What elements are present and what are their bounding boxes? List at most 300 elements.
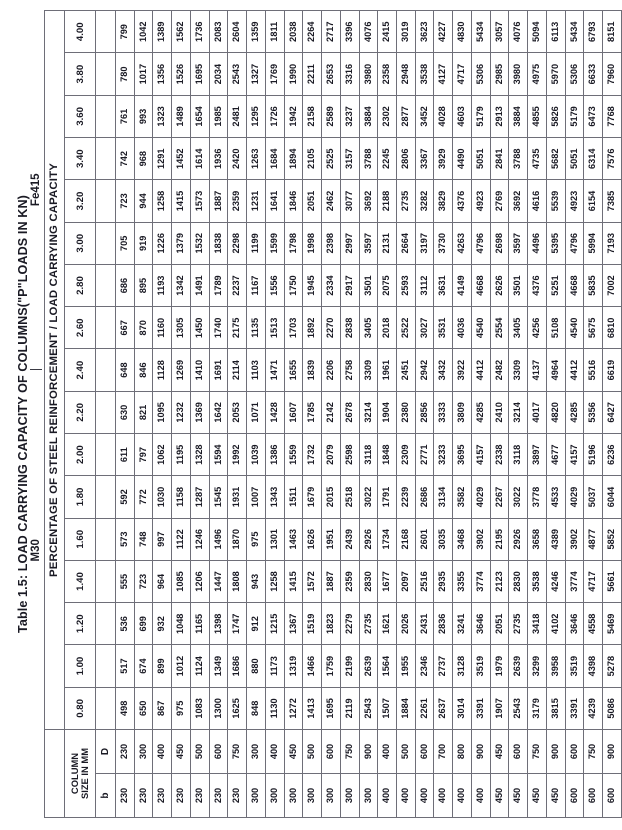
cell-capacity: 1904 bbox=[378, 391, 397, 433]
cell-capacity: 6044 bbox=[603, 476, 622, 518]
cell-capacity: 1887 bbox=[322, 560, 341, 602]
cell-capacity: 1511 bbox=[284, 476, 303, 518]
cell-capacity: 1272 bbox=[284, 687, 303, 729]
cell-capacity: 1269 bbox=[172, 349, 191, 391]
cell-d: 800 bbox=[453, 730, 472, 774]
cell-capacity: 3134 bbox=[434, 476, 453, 518]
cell-b: 230 bbox=[134, 774, 153, 818]
pct-header-5: 1.80 bbox=[65, 476, 96, 518]
cell-capacity: 1463 bbox=[284, 518, 303, 560]
table-row bbox=[509, 11, 528, 818]
cell-capacity: 1410 bbox=[190, 349, 209, 391]
cell-d: 700 bbox=[434, 730, 453, 774]
cell-d: 750 bbox=[228, 730, 247, 774]
cell-capacity: 5051 bbox=[471, 138, 490, 180]
cell-capacity: 4017 bbox=[528, 391, 547, 433]
cell-capacity: 686 bbox=[116, 264, 135, 306]
cell-capacity: 3309 bbox=[359, 349, 378, 391]
cell-capacity: 3014 bbox=[453, 687, 472, 729]
cell-b: 400 bbox=[378, 774, 397, 818]
cell-capacity: 3623 bbox=[415, 11, 434, 54]
cell-capacity: 4855 bbox=[528, 95, 547, 137]
cell-d: 230 bbox=[116, 730, 135, 774]
cell-b: 450 bbox=[509, 774, 528, 818]
cell-capacity: 880 bbox=[247, 645, 266, 687]
cell-capacity: 2188 bbox=[378, 180, 397, 222]
cell-capacity: 2926 bbox=[509, 518, 528, 560]
cell-capacity: 2598 bbox=[340, 434, 359, 476]
cell-capacity: 1785 bbox=[303, 391, 322, 433]
cell-capacity: 536 bbox=[116, 603, 135, 645]
cell-capacity: 2942 bbox=[415, 349, 434, 391]
cell-capacity: 3519 bbox=[471, 645, 490, 687]
cell-capacity: 4376 bbox=[453, 180, 472, 222]
cell-capacity: 1573 bbox=[190, 180, 209, 222]
cell-capacity: 3692 bbox=[509, 180, 528, 222]
cell-capacity: 2195 bbox=[490, 518, 509, 560]
cell-capacity: 943 bbox=[247, 560, 266, 602]
pct-subheader-blank-0 bbox=[96, 687, 116, 729]
pct-header-16: 4.00 bbox=[65, 11, 96, 54]
cell-capacity: 2877 bbox=[397, 95, 416, 137]
cell-capacity: 4677 bbox=[546, 434, 565, 476]
cell-d: 500 bbox=[190, 730, 209, 774]
cell-capacity: 1349 bbox=[209, 645, 228, 687]
cell-d: 600 bbox=[209, 730, 228, 774]
cell-capacity: 3902 bbox=[471, 518, 490, 560]
cell-d: 900 bbox=[471, 730, 490, 774]
pct-subheader-blank-16 bbox=[96, 11, 116, 54]
cell-capacity: 1691 bbox=[209, 349, 228, 391]
cell-capacity: 2482 bbox=[490, 349, 509, 391]
cell-capacity: 1641 bbox=[265, 180, 284, 222]
size-header bbox=[65, 730, 96, 818]
cell-capacity: 3214 bbox=[509, 391, 528, 433]
cell-capacity: 1017 bbox=[134, 53, 153, 95]
cell-capacity: 1030 bbox=[153, 476, 172, 518]
cell-capacity: 3405 bbox=[359, 307, 378, 349]
cell-capacity: 1369 bbox=[190, 391, 209, 433]
cell-capacity: 1626 bbox=[303, 518, 322, 560]
cell-capacity: 723 bbox=[134, 560, 153, 602]
cell-capacity: 1811 bbox=[265, 11, 284, 54]
cell-capacity: 867 bbox=[153, 687, 172, 729]
cell-capacity: 2264 bbox=[303, 11, 322, 54]
title-row bbox=[16, 10, 30, 818]
cell-capacity: 1328 bbox=[190, 434, 209, 476]
cell-capacity: 3128 bbox=[453, 645, 472, 687]
cell-capacity: 1398 bbox=[209, 603, 228, 645]
cell-capacity: 1545 bbox=[209, 476, 228, 518]
cell-capacity: 2380 bbox=[397, 391, 416, 433]
cell-capacity: 1839 bbox=[303, 349, 322, 391]
pct-subheader-blank-4 bbox=[96, 518, 116, 560]
cell-capacity: 2083 bbox=[209, 11, 228, 54]
cell-capacity: 1039 bbox=[247, 434, 266, 476]
cell-capacity: 2481 bbox=[228, 95, 247, 137]
table-row bbox=[116, 11, 135, 818]
cell-capacity: 1300 bbox=[209, 687, 228, 729]
cell-capacity: 4558 bbox=[584, 603, 603, 645]
pct-header-0: 0.80 bbox=[65, 687, 96, 729]
cell-b: 230 bbox=[228, 774, 247, 818]
cell-capacity: 1491 bbox=[190, 264, 209, 306]
cell-capacity: 1992 bbox=[228, 434, 247, 476]
cell-capacity: 7002 bbox=[603, 264, 622, 306]
pct-header-10: 2.80 bbox=[65, 264, 96, 306]
table-row bbox=[209, 11, 228, 818]
cell-capacity: 1990 bbox=[284, 53, 303, 95]
cell-d: 750 bbox=[528, 730, 547, 774]
b-header: b bbox=[96, 774, 116, 818]
cell-d: 500 bbox=[303, 730, 322, 774]
cell-capacity: 2105 bbox=[303, 138, 322, 180]
cell-d: 400 bbox=[378, 730, 397, 774]
banner-spacer bbox=[45, 730, 65, 818]
cell-capacity: 2451 bbox=[397, 349, 416, 391]
cell-capacity: 1808 bbox=[228, 560, 247, 602]
table-row bbox=[172, 11, 191, 818]
table-row bbox=[471, 11, 490, 818]
cell-capacity: 6793 bbox=[584, 11, 603, 54]
cell-capacity: 1961 bbox=[378, 349, 397, 391]
cell-capacity: 4616 bbox=[528, 180, 547, 222]
table-row bbox=[265, 11, 284, 818]
cell-capacity: 4796 bbox=[471, 222, 490, 264]
cell-capacity: 4796 bbox=[565, 222, 584, 264]
cell-capacity: 3077 bbox=[340, 180, 359, 222]
cell-capacity: 3237 bbox=[340, 95, 359, 137]
cell-b: 230 bbox=[209, 774, 228, 818]
cell-capacity: 846 bbox=[134, 349, 153, 391]
cell-b: 230 bbox=[116, 774, 135, 818]
cell-capacity: 2142 bbox=[322, 391, 341, 433]
cell-capacity: 4076 bbox=[359, 11, 378, 54]
cell-capacity: 3958 bbox=[546, 645, 565, 687]
cell-d: 600 bbox=[565, 730, 584, 774]
cell-capacity: 1985 bbox=[209, 95, 228, 137]
cell-capacity: 4668 bbox=[565, 264, 584, 306]
cell-b: 400 bbox=[397, 774, 416, 818]
cell-capacity: 2079 bbox=[322, 434, 341, 476]
cell-capacity: 6619 bbox=[603, 349, 622, 391]
cell-capacity: 2075 bbox=[378, 264, 397, 306]
cell-capacity: 5306 bbox=[565, 53, 584, 95]
table-row bbox=[134, 11, 153, 818]
cell-capacity: 2985 bbox=[490, 53, 509, 95]
cell-capacity: 2856 bbox=[415, 391, 434, 433]
grade-row bbox=[30, 10, 42, 818]
cell-capacity: 2398 bbox=[322, 222, 341, 264]
cell-capacity: 4076 bbox=[509, 11, 528, 54]
table-row bbox=[359, 11, 378, 818]
cell-capacity: 1870 bbox=[228, 518, 247, 560]
cell-capacity: 4603 bbox=[453, 95, 472, 137]
cell-capacity: 7576 bbox=[603, 138, 622, 180]
pct-header-14: 3.60 bbox=[65, 95, 96, 137]
table-row bbox=[490, 11, 509, 818]
cell-capacity: 1931 bbox=[228, 476, 247, 518]
cell-capacity: 3118 bbox=[359, 434, 378, 476]
cell-capacity: 2034 bbox=[209, 53, 228, 95]
cell-capacity: 1389 bbox=[153, 11, 172, 54]
cell-capacity: 3118 bbox=[509, 434, 528, 476]
cell-capacity: 899 bbox=[153, 645, 172, 687]
cell-capacity: 1556 bbox=[265, 264, 284, 306]
cell-capacity: 772 bbox=[134, 476, 153, 518]
cell-capacity: 4256 bbox=[528, 307, 547, 349]
cell-capacity: 3299 bbox=[528, 645, 547, 687]
cell-capacity: 997 bbox=[153, 518, 172, 560]
pct-subheader-blank-12 bbox=[96, 180, 116, 222]
cell-capacity: 2678 bbox=[340, 391, 359, 433]
cell-d: 450 bbox=[490, 730, 509, 774]
cell-b: 300 bbox=[322, 774, 341, 818]
cell-capacity: 1450 bbox=[190, 307, 209, 349]
cell-capacity: 4149 bbox=[453, 264, 472, 306]
cell-capacity: 2261 bbox=[415, 687, 434, 729]
cell-capacity: 968 bbox=[134, 138, 153, 180]
cell-capacity: 2737 bbox=[434, 645, 453, 687]
pct-subheader-blank-3 bbox=[96, 560, 116, 602]
pct-header-12: 3.20 bbox=[65, 180, 96, 222]
cell-capacity: 3333 bbox=[434, 391, 453, 433]
cell-capacity: 5086 bbox=[603, 687, 622, 729]
cell-capacity: 1012 bbox=[172, 645, 191, 687]
cell-capacity: 5994 bbox=[584, 222, 603, 264]
cell-capacity: 2131 bbox=[378, 222, 397, 264]
cell-capacity: 5682 bbox=[546, 138, 565, 180]
cell-capacity: 5179 bbox=[565, 95, 584, 137]
cell-capacity: 1356 bbox=[153, 53, 172, 95]
cell-capacity: 2717 bbox=[322, 11, 341, 54]
cell-capacity: 3778 bbox=[528, 476, 547, 518]
cell-capacity: 1513 bbox=[265, 307, 284, 349]
cell-capacity: 1130 bbox=[265, 687, 284, 729]
cell-capacity: 3019 bbox=[397, 11, 416, 54]
cell-capacity: 4376 bbox=[528, 264, 547, 306]
cell-capacity: 1226 bbox=[153, 222, 172, 264]
cell-capacity: 2358 bbox=[378, 53, 397, 95]
cell-capacity: 4389 bbox=[546, 518, 565, 560]
cell-capacity: 1042 bbox=[134, 11, 153, 54]
cell-capacity: 7960 bbox=[603, 53, 622, 95]
cell-capacity: 5661 bbox=[603, 560, 622, 602]
cell-capacity: 1942 bbox=[284, 95, 303, 137]
cell-capacity: 4398 bbox=[584, 645, 603, 687]
cell-capacity: 1295 bbox=[247, 95, 266, 137]
cell-capacity: 3829 bbox=[434, 180, 453, 222]
pct-header-11: 3.00 bbox=[65, 222, 96, 264]
cell-capacity: 3367 bbox=[415, 138, 434, 180]
cell-d: 900 bbox=[359, 730, 378, 774]
pct-header-4: 1.60 bbox=[65, 518, 96, 560]
table-row bbox=[247, 11, 266, 818]
cell-capacity: 1686 bbox=[228, 645, 247, 687]
cell-capacity: 4496 bbox=[528, 222, 547, 264]
pct-header-13: 3.40 bbox=[65, 138, 96, 180]
table-row bbox=[584, 11, 603, 818]
cell-capacity: 1305 bbox=[172, 307, 191, 349]
cell-capacity: 1769 bbox=[265, 53, 284, 95]
pct-subheader-blank-13 bbox=[96, 138, 116, 180]
cell-capacity: 4820 bbox=[546, 391, 565, 433]
cell-capacity: 2338 bbox=[490, 434, 509, 476]
cell-capacity: 3538 bbox=[415, 53, 434, 95]
cell-capacity: 4127 bbox=[434, 53, 453, 95]
cell-capacity: 3902 bbox=[565, 518, 584, 560]
cell-capacity: 498 bbox=[116, 687, 135, 729]
cell-capacity: 1447 bbox=[209, 560, 228, 602]
cell-capacity: 1907 bbox=[490, 687, 509, 729]
cell-capacity: 1562 bbox=[172, 11, 191, 54]
cell-capacity: 912 bbox=[247, 603, 266, 645]
cell-capacity: 7193 bbox=[603, 222, 622, 264]
page-title: Table 1.5: LOAD CARRYING CAPACITY OF COLUMNS("P"LOADS IN KN) bbox=[16, 195, 30, 633]
pct-subheader-blank-11 bbox=[96, 222, 116, 264]
cell-capacity: 2639 bbox=[359, 645, 378, 687]
cell-capacity: 1379 bbox=[172, 222, 191, 264]
cell-capacity: 2516 bbox=[415, 560, 434, 602]
cell-b: 400 bbox=[434, 774, 453, 818]
cell-capacity: 4923 bbox=[565, 180, 584, 222]
cell-capacity: 5037 bbox=[584, 476, 603, 518]
cell-capacity: 3057 bbox=[490, 11, 509, 54]
cell-capacity: 6113 bbox=[546, 11, 565, 54]
cell-capacity: 1887 bbox=[209, 180, 228, 222]
cell-capacity: 5675 bbox=[584, 307, 603, 349]
cell-capacity: 2018 bbox=[378, 307, 397, 349]
cell-capacity: 3022 bbox=[359, 476, 378, 518]
cell-capacity: 4029 bbox=[565, 476, 584, 518]
cell-capacity: 2543 bbox=[228, 53, 247, 95]
cell-capacity: 2830 bbox=[509, 560, 528, 602]
cell-capacity: 6473 bbox=[584, 95, 603, 137]
cell-capacity: 1413 bbox=[303, 687, 322, 729]
cell-capacity: 1489 bbox=[172, 95, 191, 137]
cell-capacity: 3631 bbox=[434, 264, 453, 306]
cell-capacity: 5434 bbox=[471, 11, 490, 54]
cell-capacity: 1048 bbox=[172, 603, 191, 645]
cell-capacity: 1736 bbox=[190, 11, 209, 54]
cell-capacity: 4285 bbox=[565, 391, 584, 433]
pct-header-6: 2.00 bbox=[65, 434, 96, 476]
cell-capacity: 1519 bbox=[303, 603, 322, 645]
cell-capacity: 1532 bbox=[190, 222, 209, 264]
cell-capacity: 1085 bbox=[172, 560, 191, 602]
cell-capacity: 2279 bbox=[340, 603, 359, 645]
cell-capacity: 674 bbox=[134, 645, 153, 687]
cell-capacity: 748 bbox=[134, 518, 153, 560]
cell-capacity: 2771 bbox=[415, 434, 434, 476]
cell-capacity: 1471 bbox=[265, 349, 284, 391]
cell-capacity: 648 bbox=[116, 349, 135, 391]
cell-capacity: 4263 bbox=[453, 222, 472, 264]
cell-capacity: 5539 bbox=[546, 180, 565, 222]
cell-capacity: 2123 bbox=[490, 560, 509, 602]
cell-capacity: 4285 bbox=[471, 391, 490, 433]
cell-capacity: 1625 bbox=[228, 687, 247, 729]
cell-capacity: 3884 bbox=[509, 95, 528, 137]
pct-header-8: 2.40 bbox=[65, 349, 96, 391]
column-header-row bbox=[65, 11, 96, 818]
cell-capacity: 1559 bbox=[284, 434, 303, 476]
cell-capacity: 1732 bbox=[303, 434, 322, 476]
pct-subheader-blank-10 bbox=[96, 264, 116, 306]
cell-capacity: 3452 bbox=[415, 95, 434, 137]
cell-capacity: 2097 bbox=[397, 560, 416, 602]
cell-capacity: 705 bbox=[116, 222, 135, 264]
cell-capacity: 2525 bbox=[322, 138, 341, 180]
cell-capacity: 2589 bbox=[322, 95, 341, 137]
cell-capacity: 1894 bbox=[284, 138, 303, 180]
cell-capacity: 799 bbox=[116, 11, 135, 54]
cell-capacity: 3980 bbox=[359, 53, 378, 95]
cell-capacity: 4412 bbox=[565, 349, 584, 391]
cell-capacity: 1496 bbox=[209, 518, 228, 560]
cell-capacity: 2051 bbox=[303, 180, 322, 222]
cell-capacity: 848 bbox=[247, 687, 266, 729]
cell-b: 450 bbox=[490, 774, 509, 818]
cell-capacity: 4830 bbox=[453, 11, 472, 54]
cell-capacity: 2639 bbox=[509, 645, 528, 687]
cell-capacity: 3112 bbox=[415, 264, 434, 306]
pct-subheader-blank-2 bbox=[96, 603, 116, 645]
cell-capacity: 3774 bbox=[471, 560, 490, 602]
cell-capacity: 1359 bbox=[247, 11, 266, 54]
cell-capacity: 780 bbox=[116, 53, 135, 95]
cell-b: 400 bbox=[453, 774, 472, 818]
cell-capacity: 2114 bbox=[228, 349, 247, 391]
cell-capacity: 1415 bbox=[284, 560, 303, 602]
cell-capacity: 919 bbox=[134, 222, 153, 264]
table-row bbox=[453, 11, 472, 818]
cell-capacity: 2239 bbox=[397, 476, 416, 518]
cell-capacity: 1301 bbox=[265, 518, 284, 560]
cell-b: 600 bbox=[565, 774, 584, 818]
cell-capacity: 2168 bbox=[397, 518, 416, 560]
cell-capacity: 2917 bbox=[340, 264, 359, 306]
cell-capacity: 3730 bbox=[434, 222, 453, 264]
cell-capacity: 1526 bbox=[172, 53, 191, 95]
cell-capacity: 4028 bbox=[434, 95, 453, 137]
cell-d: 600 bbox=[509, 730, 528, 774]
cell-capacity: 1572 bbox=[303, 560, 322, 602]
pct-subheader-blank-7 bbox=[96, 391, 116, 433]
cell-d: 300 bbox=[247, 730, 266, 774]
cell-capacity: 3316 bbox=[340, 53, 359, 95]
cell-capacity: 3788 bbox=[509, 138, 528, 180]
cell-capacity: 2420 bbox=[228, 138, 247, 180]
cell-capacity: 1654 bbox=[190, 95, 209, 137]
cell-capacity: 1955 bbox=[397, 645, 416, 687]
cell-b: 300 bbox=[247, 774, 266, 818]
cell-capacity: 7768 bbox=[603, 95, 622, 137]
cell-capacity: 4540 bbox=[565, 307, 584, 349]
cell-capacity: 4412 bbox=[471, 349, 490, 391]
cell-capacity: 4137 bbox=[528, 349, 547, 391]
cell-capacity: 667 bbox=[116, 307, 135, 349]
cell-capacity: 2431 bbox=[415, 603, 434, 645]
cell-capacity: 1750 bbox=[284, 264, 303, 306]
cell-capacity: 630 bbox=[116, 391, 135, 433]
cell-capacity: 4157 bbox=[565, 434, 584, 476]
cell-d: 600 bbox=[415, 730, 434, 774]
cell-d: 750 bbox=[340, 730, 359, 774]
cell-capacity: 1695 bbox=[190, 53, 209, 95]
cell-capacity: 1062 bbox=[153, 434, 172, 476]
cell-b: 450 bbox=[546, 774, 565, 818]
